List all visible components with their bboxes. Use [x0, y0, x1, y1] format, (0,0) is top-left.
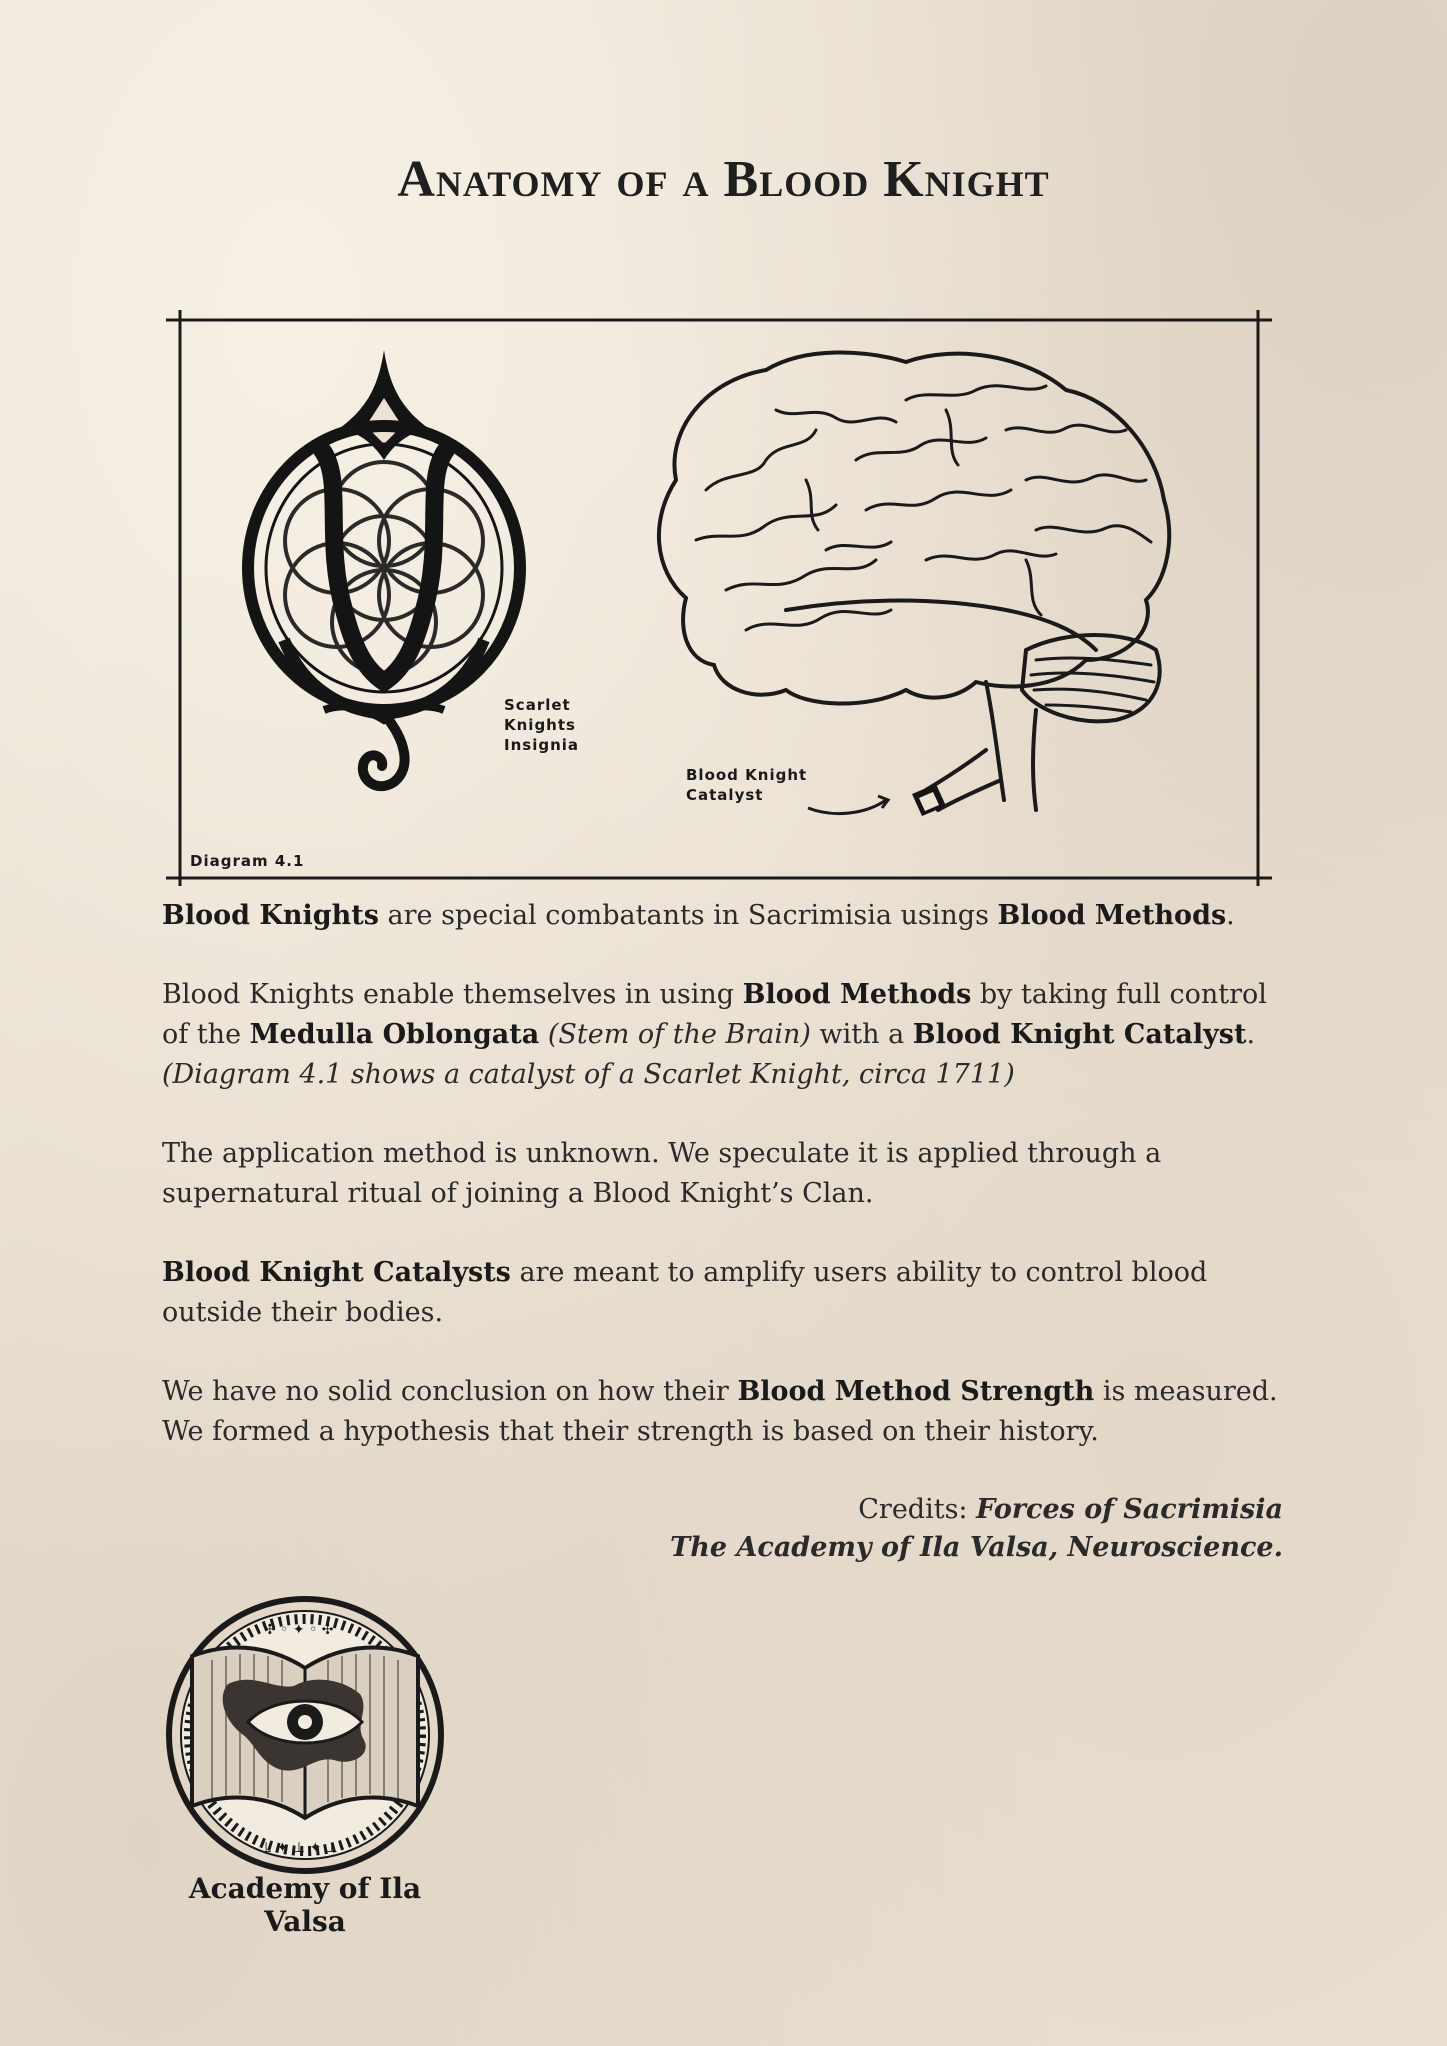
blood-knight-catalyst-icon	[912, 784, 946, 816]
scarlet-knights-insignia	[248, 350, 520, 786]
paragraph-4: Blood Knight Catalysts are meant to amplify users ability to control blood outside their bodies.	[162, 1257, 1208, 1328]
catalyst-arrow	[808, 800, 886, 814]
svg-text:Scarlet: Scarlet	[504, 696, 571, 714]
brain-illustration	[659, 352, 1169, 810]
svg-text:Catalyst: Catalyst	[686, 786, 764, 804]
paragraph-1: Blood Knights are special combatants in Sacrimisia usings Blood Methods.	[162, 900, 1235, 931]
svg-text:Blood Knight: Blood Knight	[686, 766, 808, 784]
svg-text:✣ ◦ ✦ ◦ ✣: ✣ ◦ ✦ ◦ ✣	[264, 1622, 334, 1638]
paragraph-5: We have no solid conclusion on how their Blood Method Strength is measured. We formed a hypothesis that their strength is based on their history.	[162, 1376, 1278, 1447]
credits-source: Forces of Sacrimisia	[976, 1494, 1283, 1525]
diagram-caption: Diagram 4.1	[190, 852, 305, 870]
academy-seal-caption: Academy of Ila Valsa	[188, 1872, 422, 1938]
credits-label: Credits:	[858, 1494, 977, 1525]
paragraph-2: Blood Knights enable themselves in using Blood Methods by taking full control of the Medulla Oblongata (Stem of the Brain) with a Blood Knight Catalyst. (Diagram 4.1 shows a catalyst of a Scarlet Knight, circa 1711)	[162, 979, 1267, 1090]
insignia-label	[504, 696, 579, 754]
svg-text:Insignia: Insignia	[504, 736, 580, 754]
credits	[670, 1491, 1283, 1567]
diagram-frame	[166, 310, 1272, 886]
svg-text:⊥ ✦ ⊥ ✦ ⊥: ⊥ ✦ ⊥ ✦ ⊥	[260, 1840, 338, 1856]
academy-seal-logo	[164, 1594, 446, 1876]
credits-institution: The Academy of Ila Valsa, Neuroscience.	[670, 1532, 1283, 1563]
page-title: Anatomy of a Blood Knight	[397, 151, 1050, 208]
paragraph-3: The application method is unknown. We speculate it is applied through a supernatural ritual of joining a Blood Knight’s Clan.	[162, 1138, 1162, 1209]
catalyst-label	[686, 766, 807, 804]
svg-text:Knights: Knights	[504, 716, 576, 734]
body-text	[162, 896, 1282, 1491]
